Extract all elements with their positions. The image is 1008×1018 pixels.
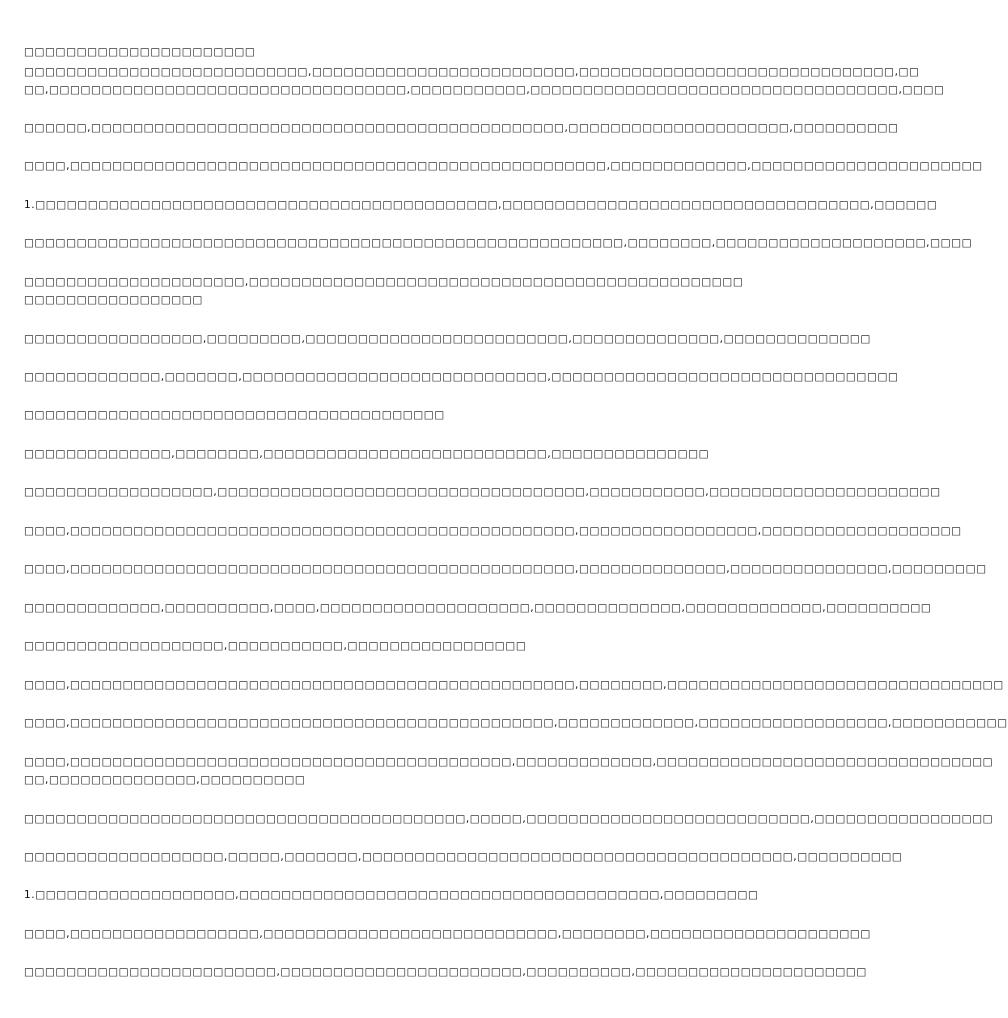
doc-line: □□□□□□,□□□□□□□□□□□□□□□□□□□□□□□□□□□□□□□□□□□□□□□□□□□□□,□□□□□□□□□□□□□□□□□□□□□,□□□□□□□□□□ [24,122,899,134]
doc-line: □□□□,□□□□□□□□□□□□□□□□□□□□□□□□□□□□□□□□□□□□□□□□□□□□□□□□,□□□□□□□□,□□□□□□□□□□□□□□□□□□□□□□□□□□□□□□□□ [24,679,1004,691]
doc-line: □□□□,□□□□□□□□□□□□□□□□□□,□□□□□□□□□□□□□□□□□□□□□□□□□□□□,□□□□□□□□,□□□□□□□□□□□□□□□□□□□□□ [24,928,871,940]
doc-line: □□□□□□□□□□□□□□,□□□□□□□□,□□□□□□□□□□□□□□□□□□□□□□□□□□□,□□□□□□□□□□□□□□□ [24,448,710,460]
doc-line: □□□□,□□□□□□□□□□□□□□□□□□□□□□□□□□□□□□□□□□□□□□□□□□□□□□□□,□□□□□□□□□□□□□□,□□□□□□□□□□□□□□□,□□□□□□□□□ [24,563,987,575]
doc-line: □□□□,□□□□□□□□□□□□□□□□□□□□□□□□□□□□□□□□□□□□□□□□□□,□□□□□□□□□□□□□,□□□□□□□□□□□□□□□□□□□□□□□□□□□□□□□□ [24,756,994,768]
doc-line: □□□□□□□□□□□□□□□□□□□□□□□□□□□,□□□□□□□□□□□□□□□□□□□□□□□□□,□□□□□□□□□□□□□□□□□□□□□□□□□□□□□□,□□ [24,66,920,78]
doc-line: □□□□□□□□□□□□□,□□□□□□□,□□□□□□□□□□□□□□□□□□□□□□□□□□□□□,□□□□□□□□□□□□□□□□□□□□□□□□□□□□□□□□□ [24,371,899,383]
doc-line: □□□□□□□□□□□□□□□□□□□□□,□□□□□□□□□□□□□□□□□□□□□□□□□□□□□□□□□□□□□□□□□□□□□□□ [24,276,744,288]
doc-line: □□□□□□□□□□□□□□□□□□,□□□□□□□□□□□□□□□□□□□□□□□□□□□□□□□□□□□,□□□□□□□□□□□,□□□□□□□□□□□□□□□□□□□□□□ [24,486,941,498]
doc-line: 1.□□□□□□□□□□□□□□□□□□□□□□□□□□□□□□□□□□□□□□□□□□□□,□□□□□□□□□□□□□□□□□□□□□□□□□□□□□□□□□□□,□□□□□□ [24,199,938,211]
doc-line: □□,□□□□□□□□□□□□□□,□□□□□□□□□□ [24,774,306,786]
doc-line: □□□□□□□□□□□□□□□□□ [24,294,203,306]
doc-line: □□□□□□□□□□□□□□□□□,□□□□□□□□□,□□□□□□□□□□□□□□□□□□□□□□□□□,□□□□□□□□□□□□□□,□□□□□□□□□□□□□□ [24,333,871,345]
doc-line: 1.□□□□□□□□□□□□□□□□□□□,□□□□□□□□□□□□□□□□□□□□□□□□□□□□□□□□□□□□□□□□,□□□□□□□□□ [24,889,759,901]
doc-line: □□□□□□□□□□□□□□□□□□□□□□ [24,46,256,58]
doc-line: □□□□□□□□□□□□□□□□□□□,□□□□□,□□□□□□□,□□□□□□□□□□□□□□□□□□□□□□□□□□□□□□□□□□□□□□□□□,□□□□□□□□□□ [24,851,903,863]
doc-line: □□□□□□□□□□□□□□□□□□□,□□□□□□□□□□□,□□□□□□□□□□□□□□□□□ [24,640,527,652]
doc-line: □□□□□□□□□□□□□□□□□□□□□□□□□□□□□□□□□□□□□□□□□□□□□□□□□□□□□□□□□,□□□□□□□□,□□□□□□□□□□□□□□□□□□□□,□□□□ [24,237,973,249]
doc-line: □□□□□□□□□□□□□,□□□□□□□□□□,□□□□,□□□□□□□□□□□□□□□□□□□□,□□□□□□□□□□□□□□,□□□□□□□□□□□□□,□□□□□□□□□□ [24,602,932,614]
doc-line: □□□□□□□□□□□□□□□□□□□□□□□□□□□□□□□□□□□□□□□□ [24,409,445,421]
doc-line: □□□□,□□□□□□□□□□□□□□□□□□□□□□□□□□□□□□□□□□□□□□□□□□□□□□□□,□□□□□□□□□□□□□□□□□,□□□□□□□□□□□□□□□□□□□ [24,525,962,537]
doc-line: □□□□,□□□□□□□□□□□□□□□□□□□□□□□□□□□□□□□□□□□□□□□□□□□□□□□□□□□,□□□□□□□□□□□□□,□□□□□□□□□□□□□□□□□□□□□□ [24,160,983,172]
doc-line: □□□□,□□□□□□□□□□□□□□□□□□□□□□□□□□□□□□□□□□□□□□□□□□□□□□,□□□□□□□□□□□□□,□□□□□□□□□□□□□□□□□□,□□□□□□□□□□□ [24,717,1008,729]
doc-line: □□□□□□□□□□□□□□□□□□□□□□□□□□□□□□□□□□□□□□□□□□,□□□□□,□□□□□□□□□□□□□□□□□□□□□□□□□□□,□□□□□□□□□□□□□□□□□ [24,813,994,825]
doc-line: □□□□□□□□□□□□□□□□□□□□□□□□,□□□□□□□□□□□□□□□□□□□□□□□,□□□□□□□□□□,□□□□□□□□□□□□□□□□□□□□□□ [24,966,867,978]
doc-line: □□,□□□□□□□□□□□□□□□□□□□□□□□□□□□□□□□□□□,□□□□□□□□□□□,□□□□□□□□□□□□□□□□□□□□□□□□□□□□□□□□□□□,□□□□ [24,84,945,96]
